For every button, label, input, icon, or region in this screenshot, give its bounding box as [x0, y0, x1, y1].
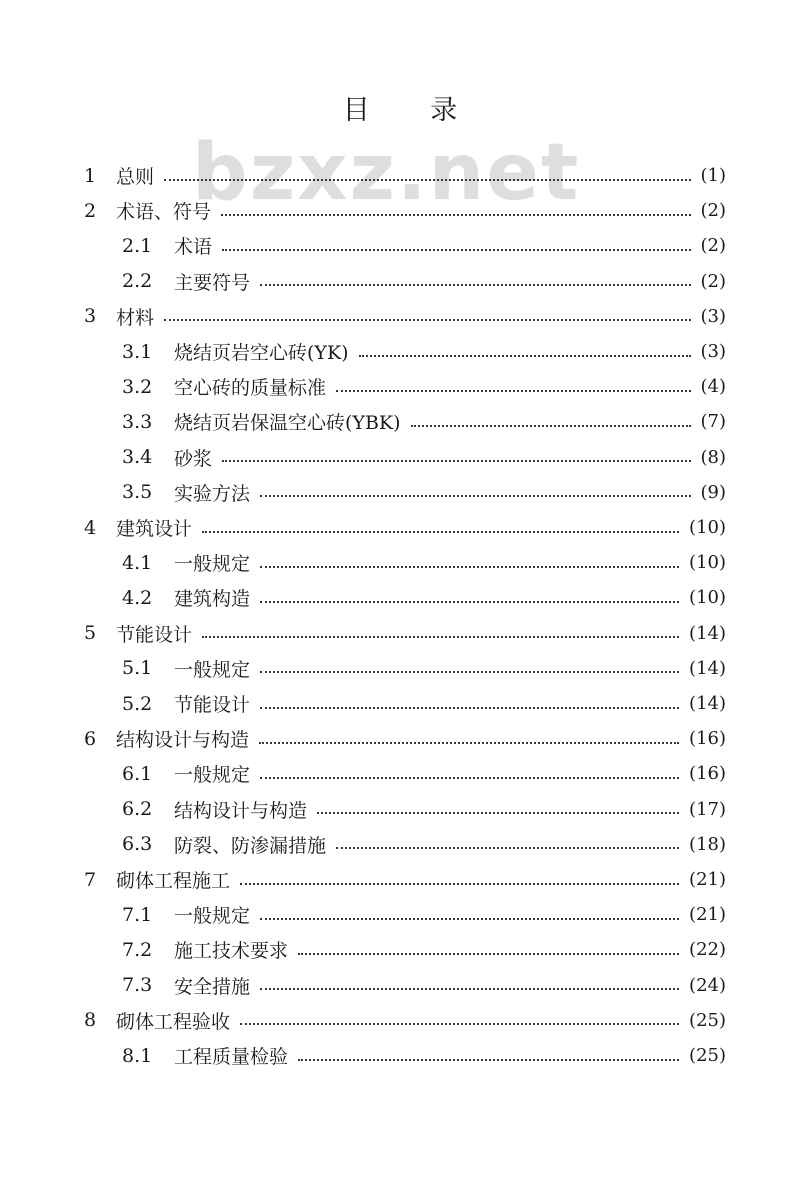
toc-leader-dots: [298, 1059, 679, 1061]
toc-entry-number: 6: [84, 727, 97, 750]
toc-entry-number: 5.1: [122, 657, 153, 680]
toc-entry: [84, 510, 726, 545]
toc-entry-page: (14): [689, 657, 726, 679]
toc-entry-title: 施工技术要求: [174, 940, 289, 963]
toc-leader-dots: [202, 531, 679, 533]
toc-entry: [122, 369, 726, 404]
toc-entry-page: (2): [700, 200, 726, 222]
toc-entry-number: 7.1: [122, 903, 153, 926]
toc-entry-page: (2): [700, 270, 726, 292]
toc-entry: [84, 193, 726, 228]
toc-entry-title: 建筑构造: [174, 588, 251, 611]
toc-entry-page: (8): [700, 446, 726, 468]
toc-entry-page: (10): [689, 587, 726, 609]
toc-entry-page: (1): [700, 165, 726, 186]
toc-entry-number: 3.1: [122, 340, 153, 363]
watermark: bzxz.net: [192, 128, 581, 218]
toc-entry: [122, 827, 726, 862]
toc-entry-page: (21): [689, 869, 726, 890]
toc-entry-page: (16): [689, 763, 726, 785]
toc-leader-dots: [411, 425, 691, 427]
toc-entry-number: 2.1: [122, 234, 153, 257]
toc-entry: [122, 932, 726, 967]
toc-entry-title: 术语、符号: [116, 201, 212, 224]
toc-entry-title: 防裂、防渗漏措施: [174, 834, 327, 857]
toc-entry-title: 结构设计与构造: [174, 799, 308, 822]
page-title: 目 录: [342, 95, 484, 126]
toc-entry-number: 7.3: [122, 974, 153, 997]
toc-entry-title: 术语: [174, 236, 213, 259]
toc-leader-dots: [260, 601, 679, 603]
toc-leader-dots: [336, 390, 690, 392]
toc-entry: [122, 651, 726, 686]
toc-entry-number: 4.2: [122, 586, 153, 609]
toc-entry-number: 2.2: [122, 270, 153, 293]
toc-entry-title: 建筑设计: [116, 518, 193, 540]
toc-entry-title: 材料: [116, 306, 155, 329]
toc-entry: [84, 721, 726, 756]
toc-entry: [122, 475, 726, 510]
toc-entry-title: 实验方法: [174, 482, 251, 505]
toc-entry: [84, 862, 726, 897]
toc-leader-dots: [202, 636, 679, 638]
toc-entry-title: 主要符号: [174, 271, 251, 294]
toc-entry-title: 烧结页岩保温空心砖(YBK): [174, 412, 401, 435]
toc-leader-dots: [240, 883, 679, 885]
toc-leader-dots: [336, 847, 679, 849]
toc-entry-number: 8: [84, 1009, 97, 1032]
toc-leader-dots: [260, 988, 679, 990]
toc-leader-dots: [260, 284, 690, 286]
toc-entry: [122, 756, 726, 791]
toc-entry: [122, 897, 726, 932]
toc-entry-title: 砌体工程验收: [116, 1010, 231, 1033]
toc-entry-number: 3.3: [122, 410, 153, 433]
toc-entry-title: 砌体工程施工: [116, 870, 231, 892]
toc-entry-number: 2: [84, 199, 97, 222]
toc-entry-title: 一般规定: [174, 553, 251, 576]
toc-entry-title: 空心砖的质量标准: [174, 377, 327, 400]
toc-entry-number: 5: [84, 622, 97, 645]
toc-entry: [84, 1003, 726, 1038]
toc-entry: [122, 334, 726, 369]
toc-entry: [84, 158, 726, 193]
toc-entry-page: (3): [700, 341, 726, 362]
toc-entry-title: 砂浆: [174, 447, 213, 470]
toc-entry: [122, 968, 726, 1003]
toc-entry-page: (25): [689, 1045, 726, 1066]
toc-entry-page: (14): [689, 622, 726, 644]
toc-entry-number: 6.2: [122, 798, 153, 821]
toc-entry-page: (18): [689, 833, 726, 855]
toc-entry-number: 3: [84, 305, 97, 328]
toc-entry-page: (24): [689, 974, 726, 996]
toc-entry-title: 安全措施: [174, 975, 251, 998]
toc-entry: [122, 545, 726, 580]
toc-entry-title: 总则: [116, 166, 155, 188]
toc-entry-title: 一般规定: [174, 658, 251, 681]
toc-entry: [122, 264, 726, 299]
toc-entry: [122, 580, 726, 615]
toc-entry-number: 6.3: [122, 833, 153, 856]
toc-entry: [122, 440, 726, 475]
toc-entry: [84, 616, 726, 651]
toc-entry-number: 5.2: [122, 692, 153, 715]
toc-leader-dots: [260, 707, 679, 709]
toc-entry: [122, 404, 726, 439]
toc-entry-title: 一般规定: [174, 905, 251, 928]
toc-entry: [122, 792, 726, 827]
toc-leader-dots: [260, 918, 679, 920]
toc-entry: [122, 686, 726, 721]
toc-entry-page: (21): [689, 904, 726, 926]
toc-entry-title: 结构设计与构造: [116, 729, 250, 752]
toc-leader-dots: [359, 355, 691, 357]
toc-entry-number: 6.1: [122, 762, 153, 785]
toc-leader-dots: [222, 249, 690, 251]
toc-entry-title: 烧结页岩空心砖(YK): [174, 342, 349, 364]
toc-leader-dots: [260, 495, 690, 497]
toc-leader-dots: [260, 566, 679, 568]
toc-leader-dots: [221, 214, 690, 216]
toc-entry-page: (2): [700, 235, 726, 257]
toc-leader-dots: [164, 179, 690, 181]
toc-entry-page: (17): [689, 798, 726, 820]
toc-entry: [122, 1038, 726, 1073]
toc-entry: [122, 228, 726, 263]
toc-entry-page: (7): [700, 411, 726, 433]
toc-entry-page: (10): [689, 552, 726, 574]
toc-entry-number: 3.4: [122, 446, 153, 469]
toc-entry-number: 4: [84, 516, 97, 539]
toc-leader-dots: [298, 953, 679, 955]
toc-entry-page: (25): [689, 1009, 726, 1031]
toc-leader-dots: [260, 671, 679, 673]
toc-entry-page: (16): [689, 728, 726, 750]
toc-entry-page: (10): [689, 517, 726, 538]
toc-entry-number: 7: [84, 868, 97, 891]
toc-leader-dots: [222, 460, 690, 462]
toc-entry-number: 3.2: [122, 375, 153, 398]
toc-entry-title: 工程质量检验: [174, 1046, 289, 1068]
toc-leader-dots: [260, 777, 679, 779]
toc-entry-title: 节能设计: [116, 623, 193, 646]
toc-entry-page: (3): [700, 305, 726, 327]
toc-entry-page: (22): [689, 939, 726, 961]
toc-entry-number: 3.5: [122, 481, 153, 504]
toc-leader-dots: [317, 812, 679, 814]
toc-entry: [84, 299, 726, 334]
toc-entry-page: (9): [700, 481, 726, 503]
toc-entry-number: 7.2: [122, 938, 153, 961]
toc-entry-page: (4): [700, 376, 726, 398]
toc-entry-title: 一般规定: [174, 764, 251, 787]
toc-leader-dots: [164, 319, 690, 321]
toc-entry-number: 8.1: [122, 1044, 153, 1067]
toc-leader-dots: [240, 1023, 679, 1025]
toc-entry-title: 节能设计: [174, 694, 251, 716]
toc-entry-page: (14): [689, 693, 726, 714]
toc-entry-number: 4.1: [122, 551, 153, 574]
toc-leader-dots: [259, 742, 679, 744]
toc-entry-number: 1: [84, 164, 97, 187]
